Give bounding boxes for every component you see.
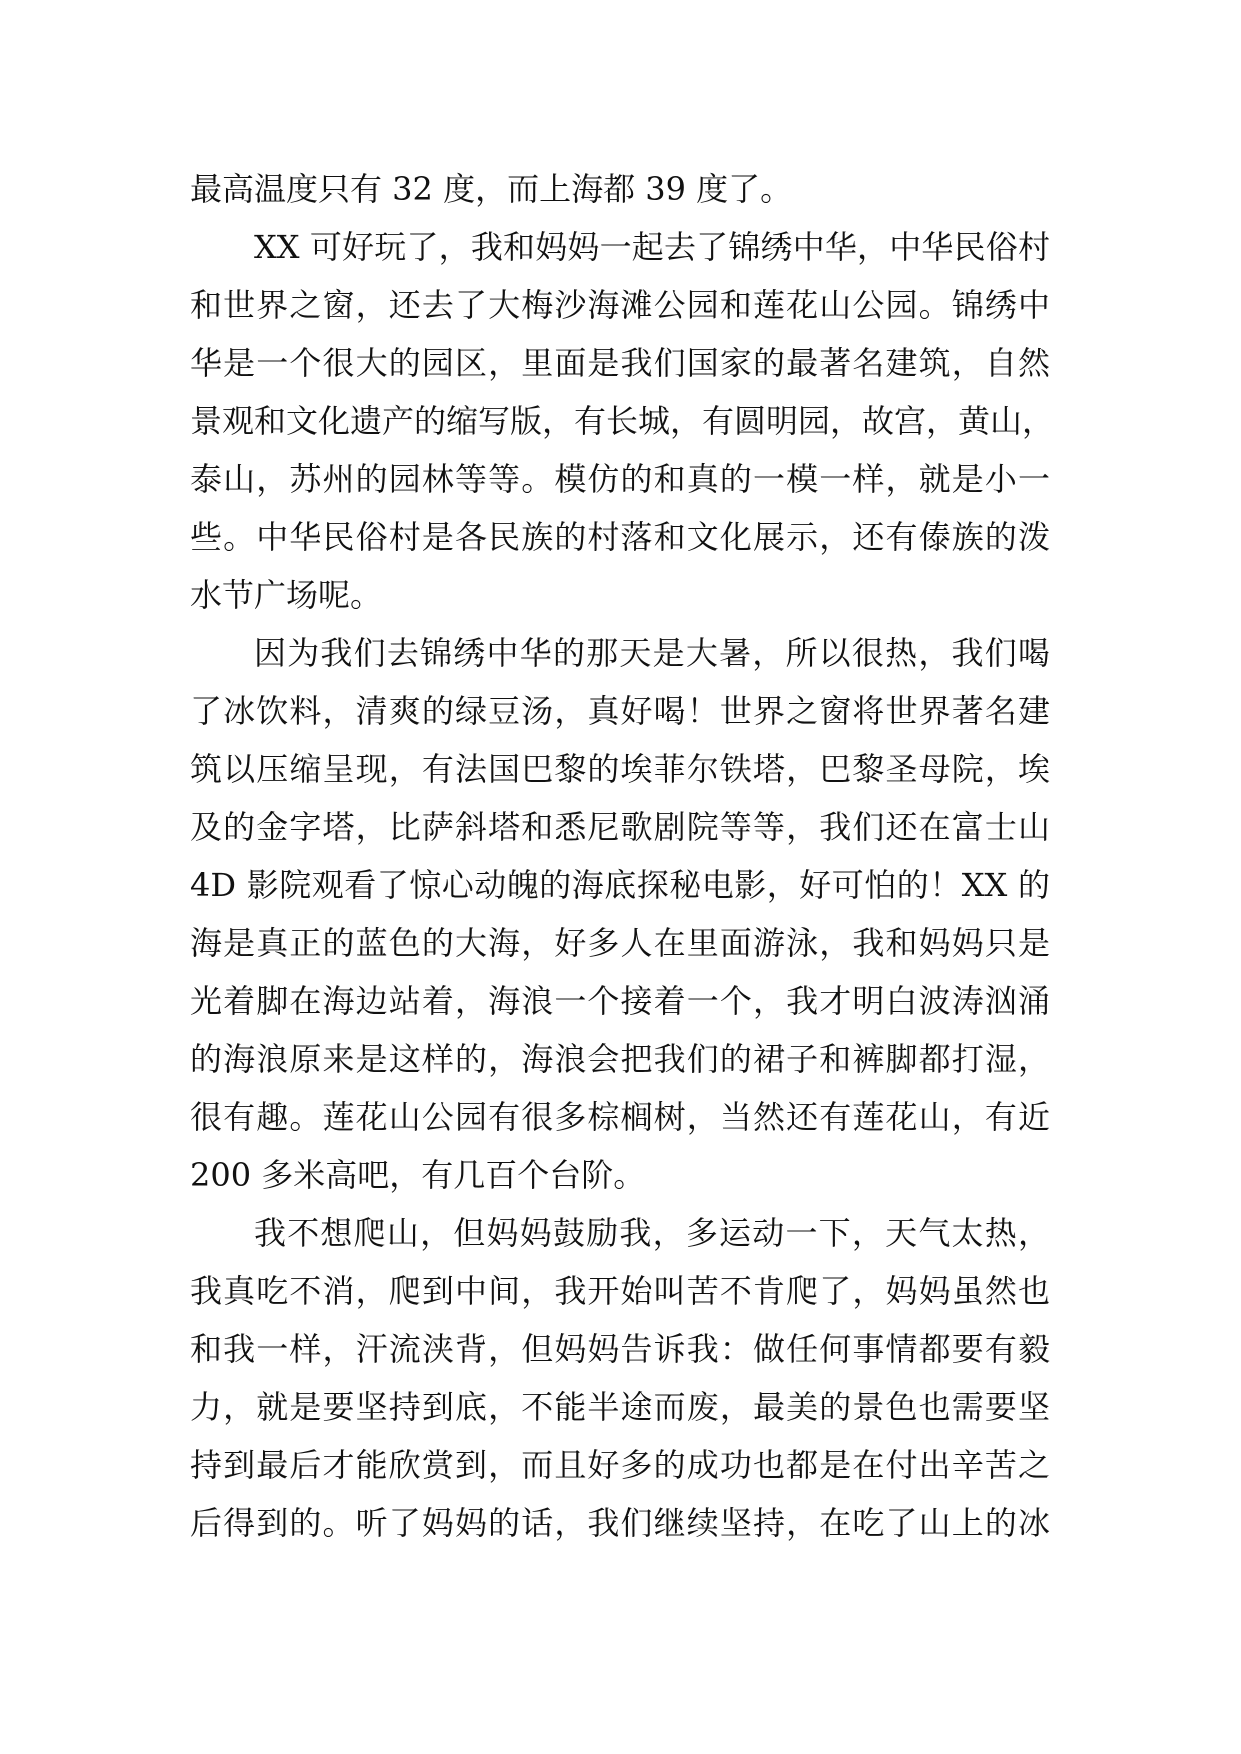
text-line: 些。中华民俗村是各民族的村落和文化展示，还有傣族的泼: [190, 518, 1050, 556]
text-line: 水节广场呢。: [190, 576, 383, 614]
text-line: 华是一个很大的园区，里面是我们国家的最著名建筑，自然: [190, 344, 1050, 382]
text-line: 很有趣。莲花山公园有很多棕榈树，当然还有莲花山，有近: [190, 1098, 1050, 1136]
text-line: 持到最后才能欣赏到，而且好多的成功也都是在付出辛苦之: [190, 1446, 1050, 1484]
text-line: 光着脚在海边站着，海浪一个接着一个，我才明白波涛汹涌: [190, 982, 1050, 1020]
text-line: 我真吃不消，爬到中间，我开始叫苦不肯爬了，妈妈虽然也: [190, 1272, 1050, 1310]
text-line: 和我一样，汗流浃背，但妈妈告诉我：做任何事情都要有毅: [190, 1330, 1050, 1368]
text-line: 筑以压缩呈现，有法国巴黎的埃菲尔铁塔，巴黎圣母院，埃: [190, 750, 1050, 788]
text-line: 海是真正的蓝色的大海，好多人在里面游泳，我和妈妈只是: [190, 924, 1050, 962]
text-line: 了冰饮料，清爽的绿豆汤，真好喝！世界之窗将世界著名建: [190, 692, 1050, 730]
text-line: 及的金字塔，比萨斜塔和悉尼歌剧院等等，我们还在富士山: [190, 808, 1050, 846]
text-line: 和世界之窗，还去了大梅沙海滩公园和莲花山公园。锦绣中: [190, 286, 1050, 324]
text-line: 我不想爬山，但妈妈鼓励我，多运动一下，天气太热，: [254, 1214, 1050, 1252]
text-line: 200 多米高吧，有几百个台阶。: [190, 1156, 646, 1194]
text-line: 泰山，苏州的园林等等。模仿的和真的一模一样，就是小一: [190, 460, 1050, 498]
text-line: 的海浪原来是这样的，海浪会把我们的裙子和裤脚都打湿，: [190, 1040, 1050, 1078]
text-line: XX 可好玩了，我和妈妈一起去了锦绣中华，中华民俗村: [254, 228, 1050, 266]
text-line: 4D 影院观看了惊心动魄的海底探秘电影，好可怕的！XX 的: [190, 866, 1050, 904]
text-line: 力，就是要坚持到底，不能半途而废，最美的景色也需要坚: [190, 1388, 1050, 1426]
text-line: 因为我们去锦绣中华的那天是大暑，所以很热，我们喝: [254, 634, 1050, 672]
document-body: [190, 160, 1055, 1552]
text-line: 后得到的。听了妈妈的话，我们继续坚持，在吃了山上的冰: [190, 1504, 1050, 1542]
text-line: 景观和文化遗产的缩写版，有长城，有圆明园，故宫，黄山，: [190, 402, 1055, 440]
text-line: 最高温度只有 32 度，而上海都 39 度了。: [190, 170, 793, 208]
